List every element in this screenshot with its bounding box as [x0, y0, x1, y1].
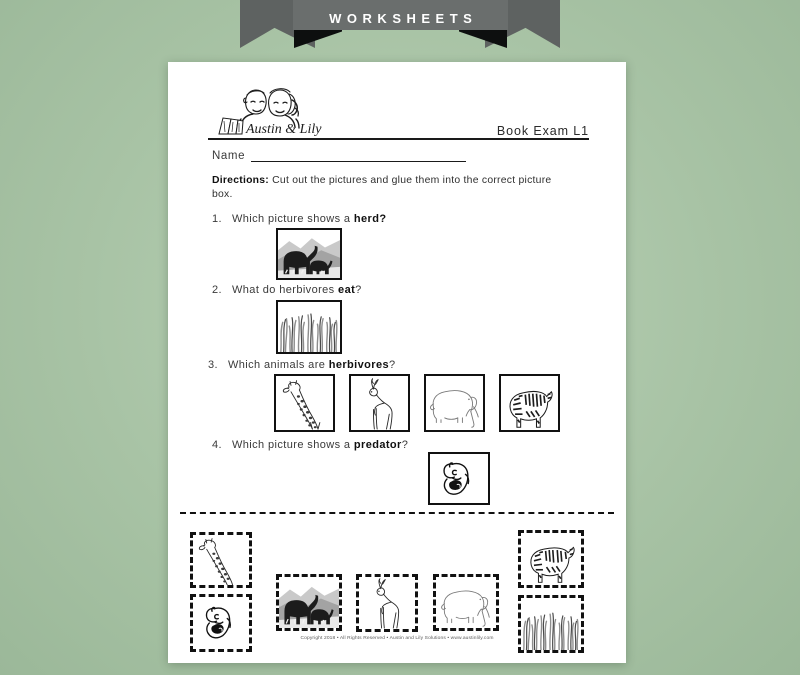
- answer-box-question-3-giraffe[interactable]: [274, 374, 335, 432]
- cutout-giraffe[interactable]: [190, 532, 252, 588]
- cutout-grass[interactable]: [518, 595, 584, 653]
- name-field-row: [212, 150, 466, 162]
- question-1: [212, 213, 606, 225]
- answer-box-question-4[interactable]: [428, 452, 490, 505]
- directions-text: Cut out the pictures and glue them into the correct picture box.: [212, 175, 552, 200]
- answer-box-question-3-gazelle[interactable]: [349, 374, 410, 432]
- question-3-text: Which animals are: [228, 359, 329, 371]
- worksheet-header: [208, 80, 589, 142]
- question-4-suffix: ?: [401, 439, 409, 451]
- svg-text:Austin & Lily: Austin & Lily: [246, 122, 322, 136]
- cutout-elephant-herd[interactable]: [276, 574, 342, 631]
- name-input[interactable]: [251, 150, 466, 162]
- question-2-text: What do herbivores: [232, 284, 339, 296]
- directions-label: Directions:: [212, 175, 270, 186]
- question-2-keyword: eat: [338, 284, 356, 296]
- question-1-number: 1.: [212, 213, 222, 225]
- austin-and-lily-logo: [216, 80, 331, 136]
- answer-box-question-1[interactable]: [276, 228, 342, 280]
- cutout-zebra[interactable]: [518, 530, 584, 588]
- copyright-footer: Copyright 2018 • All Rights Reserved • Austin and Lily Solutions • www.austinlily.com: [300, 636, 494, 641]
- question-1-text: Which picture shows a: [232, 213, 354, 225]
- answer-box-question-3-zebra[interactable]: [499, 374, 560, 432]
- ribbon-label: WORKSHEETS: [329, 11, 478, 26]
- name-label: Name: [212, 150, 246, 162]
- worksheets-ribbon: [0, 0, 800, 50]
- question-1-keyword: herd: [353, 213, 380, 225]
- question-4-keyword: predator: [353, 439, 402, 451]
- question-2: [212, 284, 606, 296]
- cutout-elephant[interactable]: [433, 574, 499, 631]
- answer-box-question-2[interactable]: [276, 300, 342, 354]
- question-3-keyword: herbivores: [328, 359, 389, 371]
- answer-box-question-3-elephant[interactable]: [424, 374, 485, 432]
- question-3-answer-row: [274, 374, 560, 432]
- cut-line: [180, 512, 614, 514]
- worksheet-page: [168, 62, 626, 663]
- cutout-lion[interactable]: [190, 594, 252, 652]
- question-4-text: Which picture shows a: [232, 439, 354, 451]
- question-2-suffix: ?: [355, 284, 362, 296]
- question-3-number: 3.: [208, 359, 218, 371]
- question-4-number: 4.: [212, 439, 222, 451]
- question-4: [212, 439, 606, 451]
- ribbon-body: [293, 0, 508, 30]
- question-3: [208, 359, 606, 371]
- question-1-suffix: ?: [379, 213, 387, 225]
- question-2-number: 2.: [212, 284, 222, 296]
- cutout-gazelle[interactable]: [356, 574, 418, 632]
- header-divider: [208, 138, 589, 140]
- question-3-suffix: ?: [388, 359, 396, 371]
- directions: [212, 174, 562, 202]
- exam-title: Book Exam L1: [496, 124, 589, 138]
